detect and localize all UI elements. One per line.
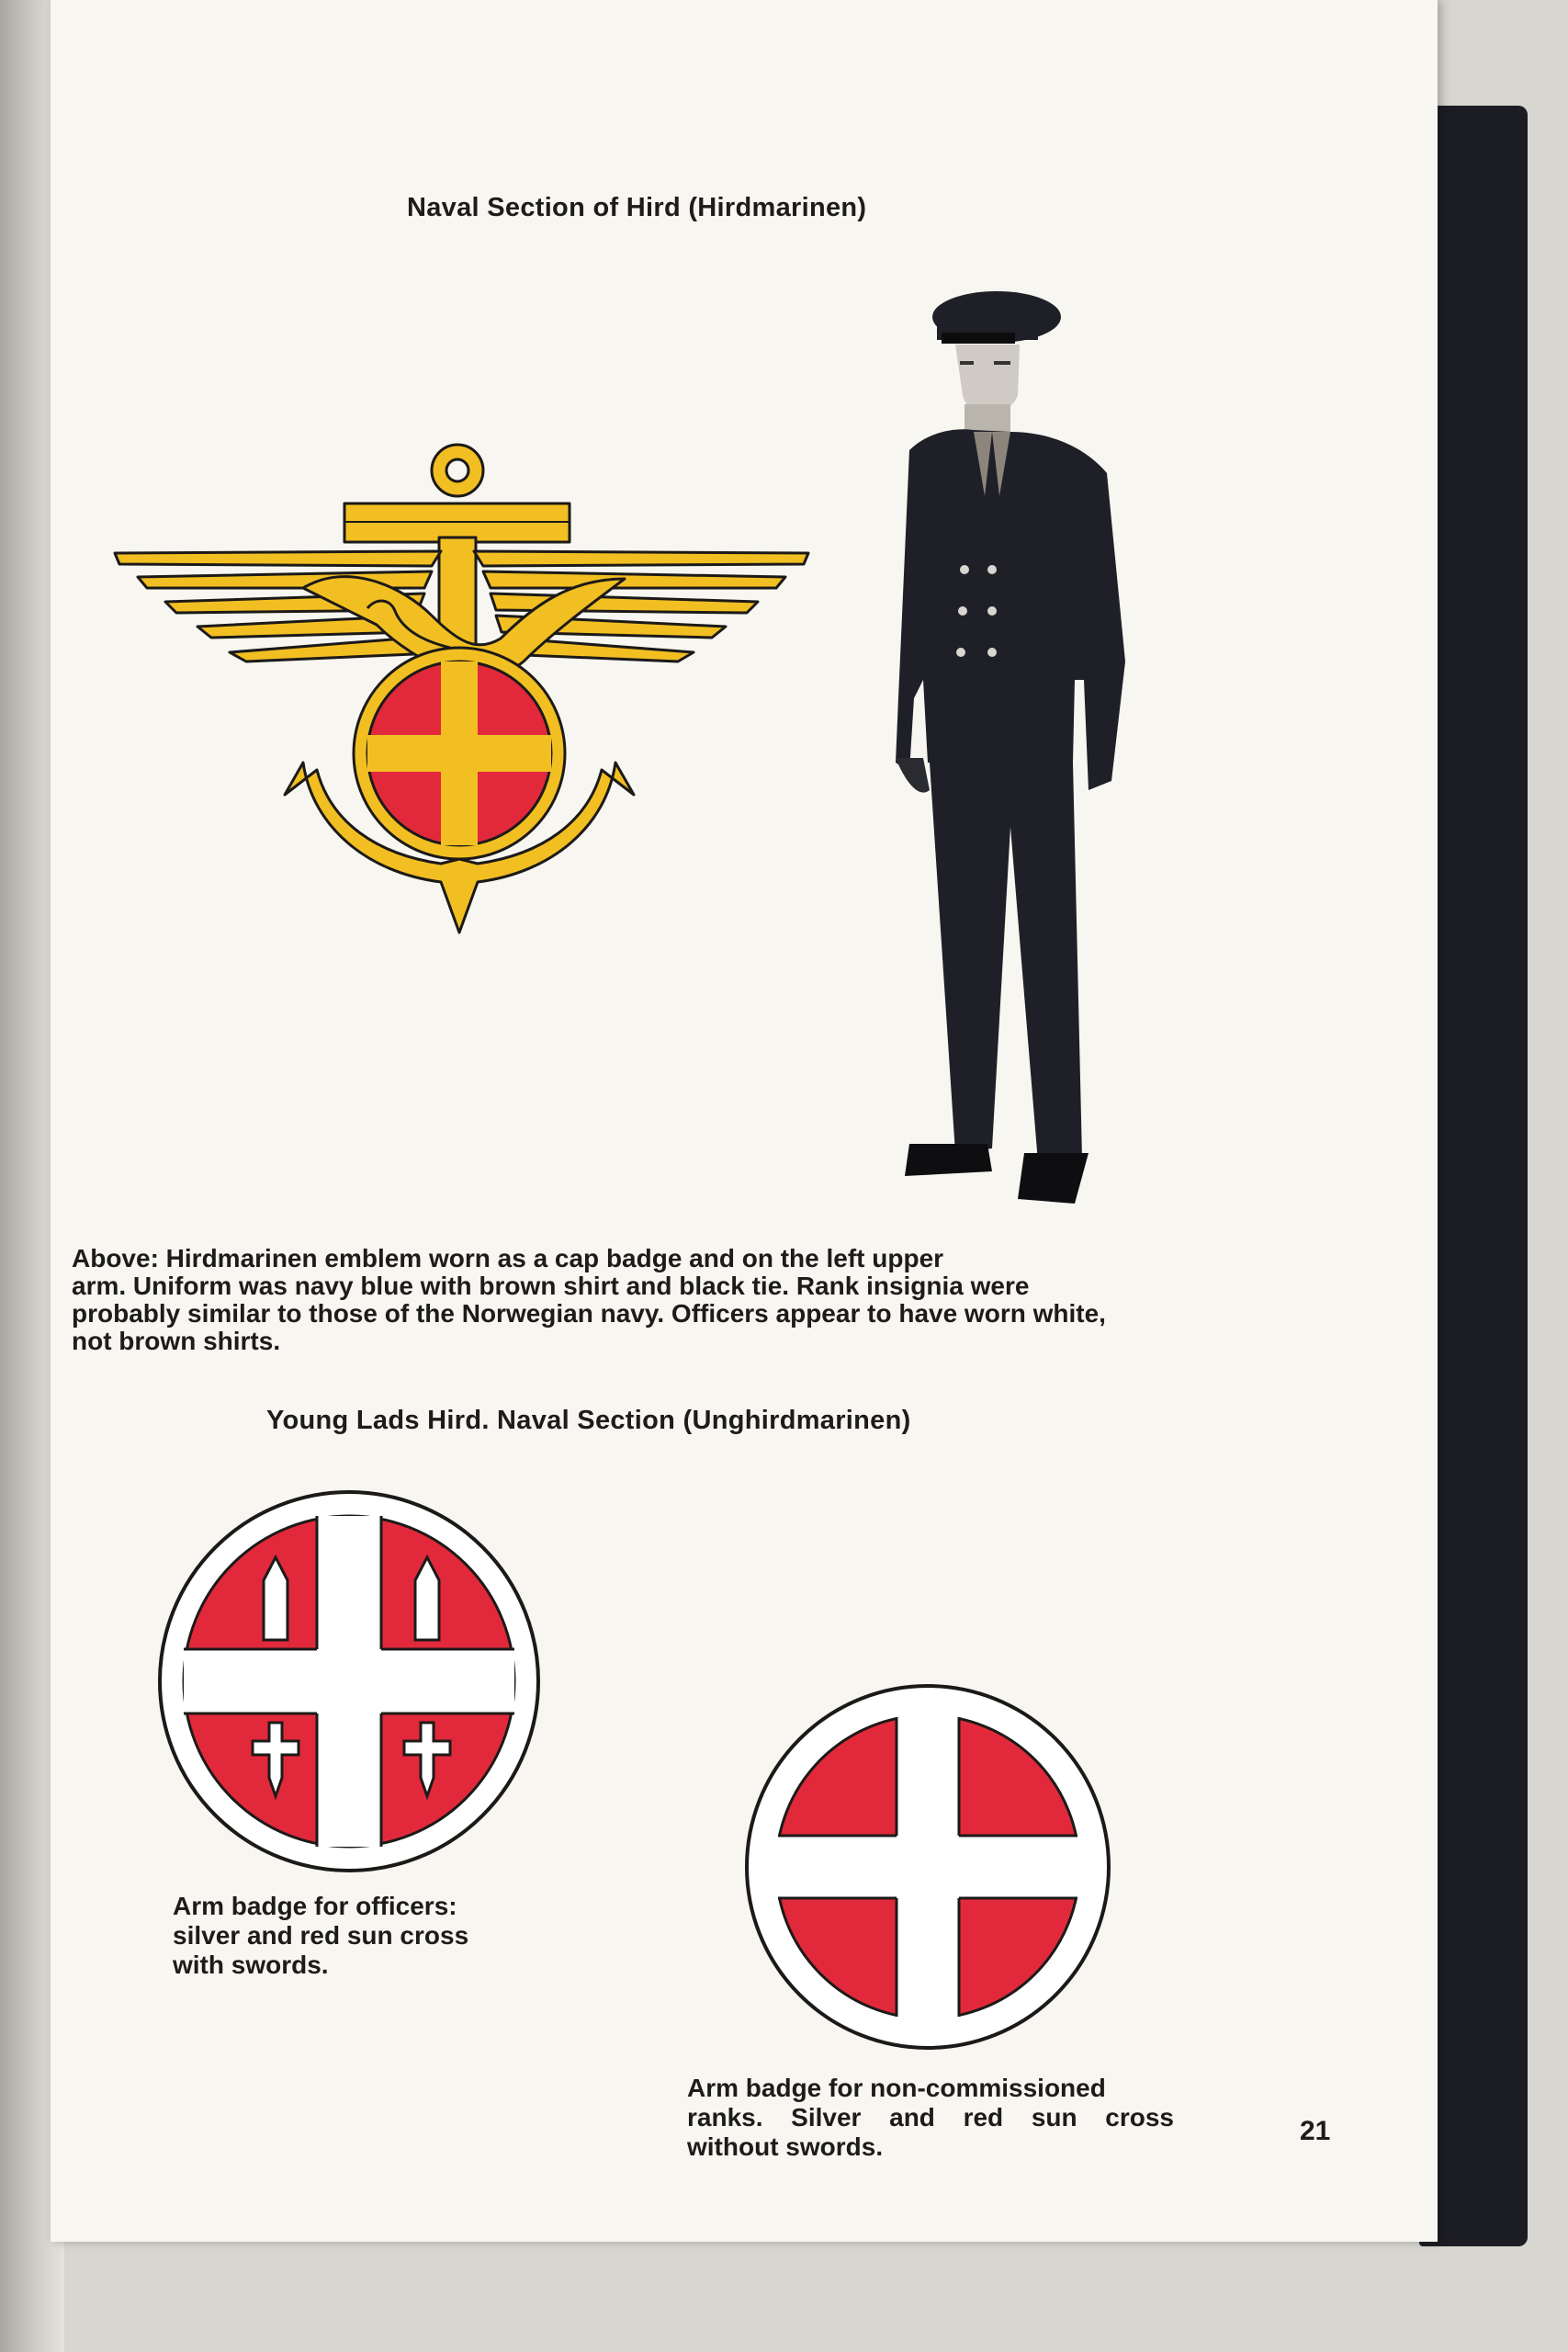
caption-hirdmarinen-line-1: Above: Hirdmarinen emblem worn as a cap badge and on the left upper	[72, 1244, 944, 1272]
naval-emblem-icon	[110, 432, 818, 946]
page-number: 21	[1300, 2116, 1331, 2146]
uniformed-sailor-figure	[886, 276, 1144, 1213]
heading-unghirdmarinen: Young Lads Hird. Naval Section (Unghirdmarinen)	[266, 1406, 911, 1435]
caption-nco-line-2: ranks. Silver and red sun cross	[687, 2103, 1174, 2132]
caption-officers-line-3: with swords.	[173, 1951, 329, 1979]
caption-hirdmarinen-line-3: probably similar to those of the Norwegian navy. Officers appear to have worn white,	[72, 1299, 1106, 1328]
officer-sun-cross-badge-icon	[156, 1488, 542, 1874]
caption-nco-line-1: Arm badge for non-commissioned	[687, 2074, 1106, 2102]
caption-officers-line-1: Arm badge for officers:	[173, 1892, 457, 1920]
caption-officers-line-2: silver and red sun cross	[173, 1921, 469, 1950]
caption-hirdmarinen-line-2: arm. Uniform was navy blue with brown shirt and black tie. Rank insignia were	[72, 1272, 1030, 1300]
nco-sun-cross-badge-icon	[744, 1686, 1111, 2053]
heading-naval-section: Naval Section of Hird (Hirdmarinen)	[407, 193, 867, 222]
caption-nco-line-3: without swords.	[687, 2132, 884, 2161]
caption-hirdmarinen-line-4: not brown shirts.	[72, 1327, 281, 1355]
